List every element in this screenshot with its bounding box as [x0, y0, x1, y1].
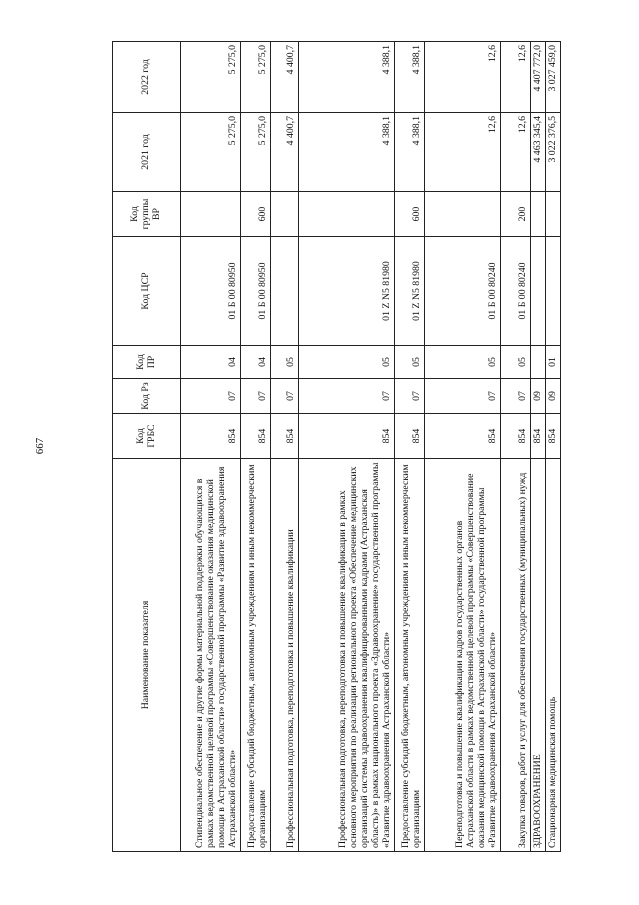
cell-pr: 05 — [299, 346, 395, 379]
cell-rz: 07 — [181, 379, 241, 414]
cell-rz: 07 — [299, 379, 395, 414]
cell-vr — [425, 192, 501, 237]
cell-grbs: 854 — [546, 414, 561, 459]
cell-vr: 600 — [395, 192, 425, 237]
cell-vr — [271, 192, 299, 237]
cell-grbs: 854 — [395, 414, 425, 459]
cell-name: Закупка товаров, работ и услуг для обеспечения государственных (муниципальных) нужд — [501, 459, 531, 852]
cell-name: Профессиональная подготовка, переподготовка и повышение квалификации в рамках основного мероприятия по реализации регионального проекта «Обеспечение медицинских организаций системы здравоохранения квалифицированными кадрами (Астраханская область)» в рамках национального проекта «Здравоохранение» государственной программы «Развитие здравоохранения Астраханской области» — [299, 459, 395, 852]
table-row — [181, 42, 241, 852]
cell-2021: 4 400,7 — [271, 113, 299, 192]
cell-vr: 200 — [501, 192, 531, 237]
cell-csr: 01 Б 00 80240 — [501, 237, 531, 346]
cell-csr — [271, 237, 299, 346]
cell-rz: 07 — [241, 379, 271, 414]
page-number: 667 — [34, 437, 46, 455]
cell-2022: 4 407 772,0 — [531, 42, 546, 113]
cell-2022: 12,6 — [501, 42, 531, 113]
cell-2021: 3 022 376,5 — [546, 113, 561, 192]
cell-pr: 05 — [395, 346, 425, 379]
table-row — [241, 42, 271, 852]
cell-rz: 09 — [531, 379, 546, 414]
cell-vr — [299, 192, 395, 237]
cell-csr — [531, 237, 546, 346]
cell-name: ЗДРАВООХРАНЕНИЕ — [531, 459, 546, 852]
cell-grbs: 854 — [181, 414, 241, 459]
cell-grbs: 854 — [271, 414, 299, 459]
cell-2022: 4 388,1 — [299, 42, 395, 113]
cell-vr: 600 — [241, 192, 271, 237]
cell-2022: 4 400,7 — [271, 42, 299, 113]
cell-2022: 5 275,0 — [241, 42, 271, 113]
cell-2022: 5 275,0 — [181, 42, 241, 113]
cell-2021: 4 388,1 — [299, 113, 395, 192]
cell-pr: 05 — [271, 346, 299, 379]
cell-2022: 4 388,1 — [395, 42, 425, 113]
table-row — [531, 42, 546, 852]
cell-csr: 01 Z N5 81980 — [395, 237, 425, 346]
header-rz: Код Рз — [113, 379, 181, 414]
cell-name: Переподготовка и повышение квалификации кадров государственных органов Астраханской области в рамках ведомственной целевой программы «Совершенствование оказания медицинской помощи в Астраханской области» государственной программы «Развитие здравоохранения Астраханской области» — [425, 459, 501, 852]
cell-pr — [531, 346, 546, 379]
cell-csr: 01 Б 00 80950 — [241, 237, 271, 346]
table-row — [425, 42, 501, 852]
cell-csr — [546, 237, 561, 346]
table-row — [395, 42, 425, 852]
cell-pr: 04 — [241, 346, 271, 379]
table-row — [546, 42, 561, 852]
cell-grbs: 854 — [531, 414, 546, 459]
cell-rz: 07 — [425, 379, 501, 414]
cell-2021: 4 463 345,4 — [531, 113, 546, 192]
cell-vr — [181, 192, 241, 237]
table-row — [299, 42, 395, 852]
cell-grbs: 854 — [425, 414, 501, 459]
cell-vr — [546, 192, 561, 237]
cell-grbs: 854 — [241, 414, 271, 459]
cell-csr: 01 Б 00 80240 — [425, 237, 501, 346]
cell-rz: 07 — [395, 379, 425, 414]
header-name: Наименование показателя — [113, 459, 181, 852]
cell-2021: 5 275,0 — [181, 113, 241, 192]
cell-csr: 01 Z N5 81980 — [299, 237, 395, 346]
cell-2021: 4 388,1 — [395, 113, 425, 192]
cell-name: Стипендиальное обеспечение и другие формы материальной поддержки обучающихся в рамках ведомственной целевой программы «Совершенствование оказания медицинской помощи в Астраханской области» государственной программы «Развитие здравоохранения Астраханской области» — [181, 459, 241, 852]
header-2022: 2022 год — [113, 42, 181, 113]
header-grbs: Код ГРБС — [113, 414, 181, 459]
cell-rz: 07 — [271, 379, 299, 414]
cell-2021: 12,6 — [501, 113, 531, 192]
cell-2021: 12,6 — [425, 113, 501, 192]
cell-pr: 05 — [425, 346, 501, 379]
cell-vr — [531, 192, 546, 237]
budget-table — [112, 41, 561, 852]
cell-grbs: 854 — [299, 414, 395, 459]
cell-name: Предоставление субсидий бюджетным, автономным учреждениям и иным некоммерческим организациям — [395, 459, 425, 852]
cell-name: Предоставление субсидий бюджетным, автономным учреждениям и иным некоммерческим организациям — [241, 459, 271, 852]
budget-table-frame — [112, 42, 559, 852]
cell-name: Профессиональная подготовка, переподготовка и повышение квалификации — [271, 459, 299, 852]
header-2021: 2021 год — [113, 113, 181, 192]
cell-csr: 01 Б 00 80950 — [181, 237, 241, 346]
cell-2022: 3 027 459,0 — [546, 42, 561, 113]
cell-name: Стационарная медицинская помощь — [546, 459, 561, 852]
cell-2022: 12,6 — [425, 42, 501, 113]
header-pr: Код ПР — [113, 346, 181, 379]
cell-rz: 09 — [546, 379, 561, 414]
cell-2021: 5 275,0 — [241, 113, 271, 192]
header-vr: Код группы ВР — [113, 192, 181, 237]
cell-pr: 01 — [546, 346, 561, 379]
table-header-row — [113, 42, 181, 852]
cell-grbs: 854 — [501, 414, 531, 459]
table-row — [501, 42, 531, 852]
cell-pr: 04 — [181, 346, 241, 379]
cell-pr: 05 — [501, 346, 531, 379]
table-row — [271, 42, 299, 852]
header-csr: Код ЦСР — [113, 237, 181, 346]
cell-rz: 07 — [501, 379, 531, 414]
